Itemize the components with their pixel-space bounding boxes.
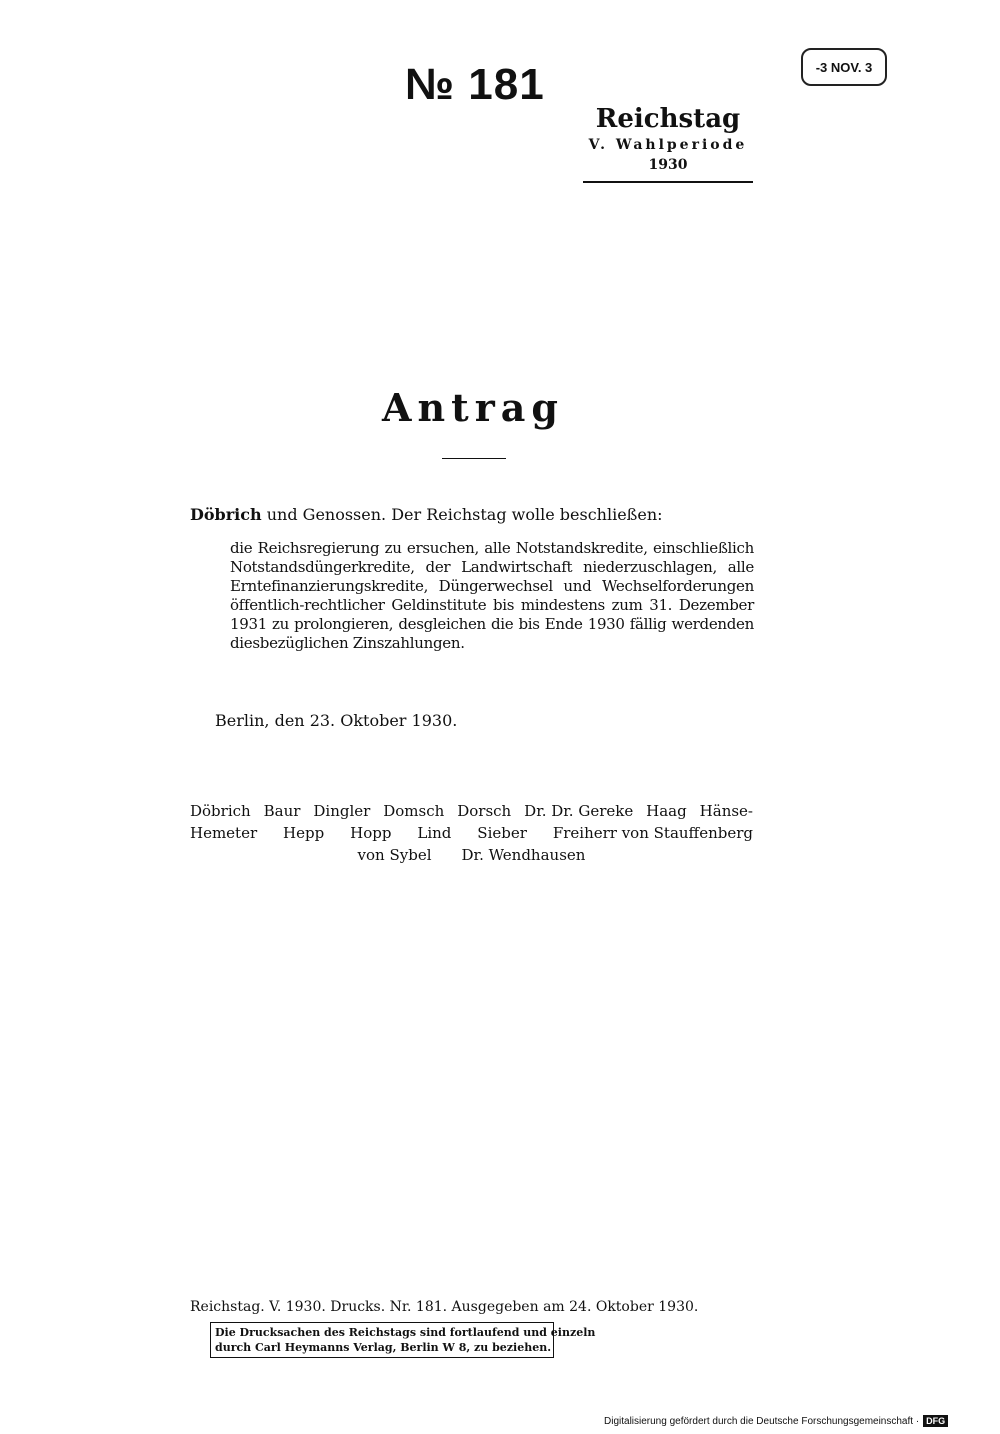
signatory: Baur	[263, 802, 301, 820]
signatory: von Sybel	[357, 846, 432, 864]
signatory: Sieber	[477, 824, 527, 842]
signatory: Freiherr von Stauffenberg	[552, 824, 753, 842]
page-title: Antrag	[382, 385, 564, 430]
signatory: Dingler	[313, 802, 371, 820]
publisher-notice-line: durch Carl Heymanns Verlag, Berlin W 8, zu beziehen.	[215, 1341, 552, 1354]
motion-author: Döbrich	[190, 505, 262, 524]
signatory: Hepp	[283, 824, 325, 842]
title-divider	[442, 458, 506, 459]
signatory: Haag	[646, 802, 687, 820]
document-number: № 181	[405, 60, 545, 109]
signatory: Lind	[417, 824, 452, 842]
election-period: V. Wahlperiode	[588, 137, 748, 153]
signatory: Domsch	[383, 802, 445, 820]
date-stamp: -3 NOV. 3	[801, 48, 887, 86]
publisher-notice	[210, 1322, 596, 1358]
dfg-logo: DFG	[923, 1415, 948, 1427]
signatory: Hemeter	[190, 824, 258, 842]
signatory: Hänse-	[699, 802, 753, 820]
signatory: Hopp	[350, 824, 392, 842]
motion-intro-text: und Genossen. Der Reichstag wolle beschließen:	[266, 505, 663, 524]
publisher-notice-line: Die Drucksachen des Reichstags sind fortlaufend und einzeln	[215, 1326, 596, 1339]
signatory-row	[190, 844, 753, 866]
signatory: Döbrich	[190, 802, 251, 820]
reichstag-title: Reichstag	[595, 104, 741, 134]
header-rule	[583, 181, 753, 183]
session-year: 1930	[648, 157, 688, 173]
signatory-row	[190, 800, 753, 822]
signatories	[190, 800, 753, 866]
signatory-row	[190, 822, 753, 844]
motion-body: die Reichsregierung zu ersuchen, alle Notstandskredite, einschließlich Notstandsdüngerkredite, der Landwirtschaft niederzuschlagen, alle Erntefinanzierungskredite, Düngerwechsel und Wechselforderungen öffentlich-rechtlicher Geldinstitute bis mindestens zum 31. Dezember 1931 zu prolongieren, desgleichen die bis Ende 1930 fällig werdenden diesbezüglichen Zinszahlungen.	[230, 539, 754, 652]
signatory: Dr. Wendhausen	[461, 846, 586, 864]
signatory: Dorsch	[457, 802, 512, 820]
motion-intro	[190, 503, 790, 527]
print-reference: Reichstag. V. 1930. Drucks. Nr. 181. Ausgegeben am 24. Oktober 1930.	[190, 1299, 699, 1315]
credit-text: Digitalisierung gefördert durch die Deutsche Forschungsgemeinschaft ·	[604, 1415, 920, 1427]
place-date: Berlin, den 23. Oktober 1930.	[215, 711, 458, 730]
reichstag-header	[583, 103, 753, 183]
signatory: Dr. Dr. Gereke	[524, 802, 634, 820]
digitization-credit	[604, 1415, 948, 1427]
